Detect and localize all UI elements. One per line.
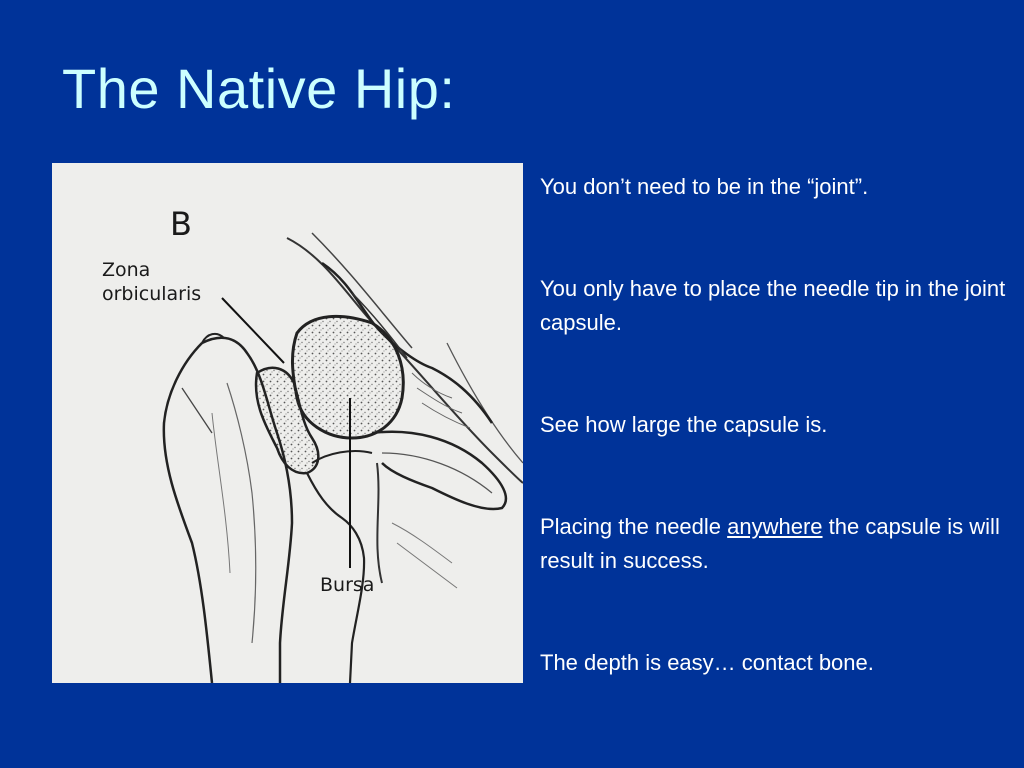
bullet-text: See how large the capsule is. <box>540 412 828 437</box>
zona-label-line1: Zona <box>102 259 151 281</box>
bullet-item <box>540 272 1010 340</box>
hip-anatomy-illustration <box>52 163 523 683</box>
bullet-text: You don’t need to be in the “joint”. <box>540 174 869 199</box>
zona-leader-line <box>222 298 284 363</box>
bullet-text-before: Placing the needle <box>540 514 728 539</box>
figure-panel-letter: B <box>170 205 192 243</box>
bullet-text: You only have to place the needle tip in the joint capsule. <box>540 276 1006 335</box>
bullet-item <box>540 408 1010 442</box>
bursa-label: Bursa <box>320 574 375 596</box>
bullet-item <box>540 510 1010 578</box>
slide-title: The Native Hip: <box>62 57 456 120</box>
bullet-text: The depth is easy… contact bone. <box>540 650 874 675</box>
bullet-emphasis: anywhere <box>727 514 823 539</box>
bullet-item <box>540 170 1010 204</box>
bullet-text-after: the capsule is will result in success. <box>540 514 1000 573</box>
bullet-item <box>540 646 1010 680</box>
zona-label-line2: orbicularis <box>102 283 202 305</box>
